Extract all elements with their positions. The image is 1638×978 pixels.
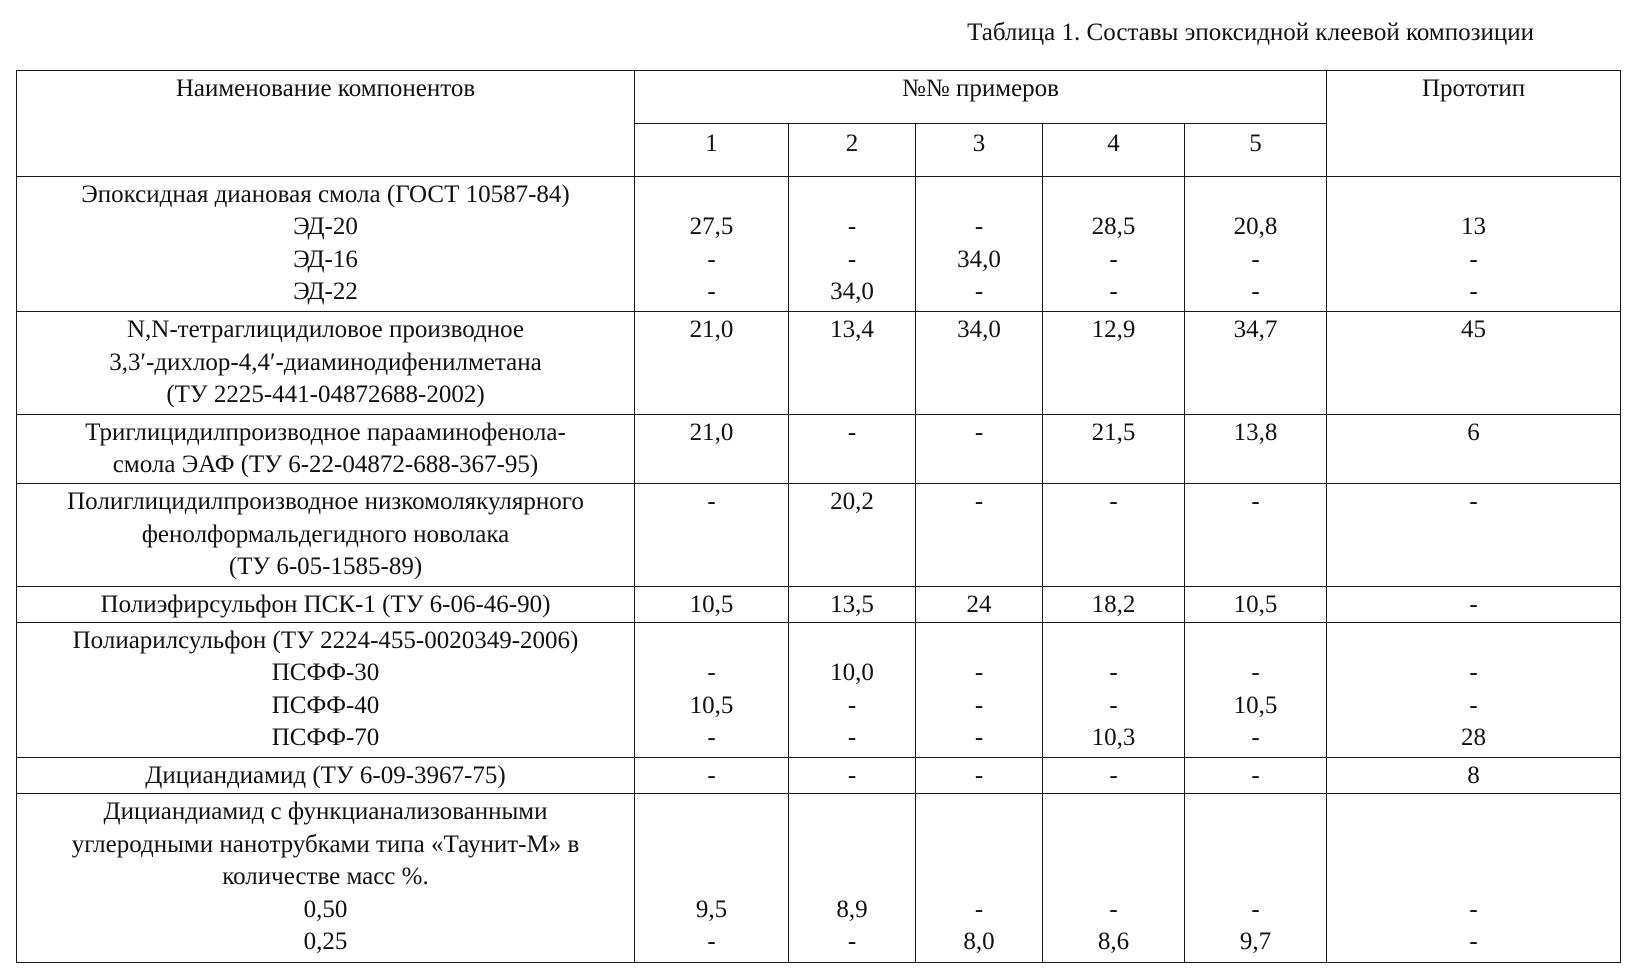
value-line: - (1109, 691, 1118, 719)
component-name-line: ЭД-20 (293, 213, 358, 241)
example-2-value-cell (789, 622, 916, 758)
example-1-value-cell (635, 622, 789, 758)
component-name-line: N,N-тетраглицидиловое производное (126, 316, 525, 344)
value-line (1185, 625, 1326, 658)
value-line: - (1109, 245, 1118, 273)
component-name-line: ЭД-22 (293, 278, 358, 306)
example-2-value-cell (789, 758, 916, 794)
component-name-line: Триглицидилпроизводное парааминофенола- (85, 418, 566, 446)
value-line: 20,8 (1233, 213, 1278, 241)
component-name-line: 0,50 (303, 895, 348, 923)
value-line: 10,5 (1233, 590, 1278, 618)
example-3-value-cell (916, 312, 1043, 414)
value-line: 20,2 (830, 488, 874, 516)
value-line: - (974, 418, 984, 446)
value-line: - (974, 895, 984, 923)
component-name-line: Дициандиамид (ТУ 6-09-3967-75) (145, 762, 506, 790)
value-line: 21,0 (689, 418, 734, 446)
value-line (635, 861, 788, 894)
value-line (1185, 861, 1326, 894)
component-name-cell (17, 586, 635, 622)
example-3-value-cell (916, 794, 1043, 963)
value-line: - (1109, 278, 1118, 306)
header-examples: №№ примеров (635, 71, 1327, 124)
value-line: 10,0 (830, 659, 874, 687)
example-5-value-cell (1185, 622, 1327, 758)
value-line: 45 (1461, 316, 1487, 344)
value-line: 13,5 (830, 590, 874, 618)
component-name-cell (17, 794, 635, 963)
value-line: 10,5 (689, 590, 734, 618)
value-line (635, 179, 788, 212)
value-line: - (1109, 659, 1118, 687)
example-number-4: 4 (1043, 123, 1185, 176)
value-line: - (1469, 691, 1478, 719)
value-line (1185, 179, 1326, 212)
value-line (1327, 861, 1620, 894)
value-line (1327, 625, 1620, 658)
value-line: - (847, 762, 857, 790)
component-name-line: Эпоксидная диановая смола (ГОСТ 10587-84) (81, 180, 570, 208)
value-line: 13 (1461, 213, 1487, 241)
example-2-value-cell (789, 484, 916, 586)
value-line: - (1251, 724, 1260, 752)
value-line (789, 179, 915, 212)
component-name-line: (ТУ 2225-441-04872688-2002) (166, 381, 485, 409)
value-line: 12,9 (1091, 316, 1136, 344)
table-row (17, 586, 1621, 622)
component-name-line: количестве масс %. (222, 863, 429, 891)
table-row (17, 484, 1621, 586)
value-line (1327, 829, 1620, 862)
value-line: - (1251, 659, 1260, 687)
value-line: 18,2 (1091, 590, 1136, 618)
example-5-value-cell (1185, 758, 1327, 794)
value-line: - (847, 213, 857, 241)
component-name-line: Полиарилсульфон (ТУ 2224-455-0020349-2006) (72, 626, 579, 654)
component-name-line: 0,25 (303, 928, 348, 956)
example-number-5: 5 (1185, 123, 1327, 176)
component-name-line: смола ЭАФ (ТУ 6-22-04872-688-367-95) (112, 451, 539, 479)
value-line: - (847, 724, 857, 752)
value-line: 13,4 (830, 316, 874, 344)
value-line: - (1109, 895, 1118, 923)
example-number-1: 1 (635, 123, 789, 176)
example-3-value-cell (916, 622, 1043, 758)
example-2-value-cell (789, 312, 916, 414)
prototype-value-cell (1327, 622, 1621, 758)
example-3-value-cell (916, 484, 1043, 586)
component-name-cell (17, 758, 635, 794)
value-line (1043, 796, 1184, 829)
table-row (17, 176, 1621, 312)
value-line (916, 829, 1042, 862)
example-1-value-cell (635, 484, 789, 586)
value-line: 21,5 (1091, 418, 1136, 446)
example-4-value-cell (1043, 758, 1185, 794)
value-line: - (1469, 659, 1478, 687)
example-3-value-cell (916, 414, 1043, 483)
example-4-value-cell (1043, 586, 1185, 622)
component-name-line: ПСФФ-40 (271, 691, 380, 719)
value-line: - (1251, 895, 1260, 923)
value-line (916, 179, 1042, 212)
value-line: 28 (1461, 724, 1487, 752)
value-line: 34,0 (830, 278, 874, 306)
value-line: - (847, 245, 857, 273)
value-line: 24 (966, 590, 992, 618)
example-5-value-cell (1185, 484, 1327, 586)
example-3-value-cell (916, 176, 1043, 312)
value-line (1043, 625, 1184, 658)
example-number-3: 3 (916, 123, 1043, 176)
value-line (635, 829, 788, 862)
example-1-value-cell (635, 758, 789, 794)
table-row (17, 758, 1621, 794)
value-line: - (974, 691, 984, 719)
table-row (17, 414, 1621, 483)
example-1-value-cell (635, 794, 789, 963)
value-line: 34,0 (957, 316, 1001, 344)
component-name-line: ПСФФ-30 (271, 659, 380, 687)
value-line (789, 861, 915, 894)
value-line: - (1251, 488, 1260, 516)
example-5-value-cell (1185, 794, 1327, 963)
value-line (1185, 829, 1326, 862)
value-line: 10,5 (1233, 691, 1278, 719)
example-3-value-cell (916, 586, 1043, 622)
example-4-value-cell (1043, 176, 1185, 312)
example-1-value-cell (635, 312, 789, 414)
value-line: - (707, 245, 716, 273)
value-line (916, 625, 1042, 658)
value-line (635, 625, 788, 658)
value-line: - (1469, 278, 1478, 306)
value-line: - (974, 762, 984, 790)
example-1-value-cell (635, 414, 789, 483)
value-line: - (1469, 590, 1478, 618)
value-line: - (1469, 895, 1478, 923)
example-2-value-cell (789, 586, 916, 622)
component-name-line: 3,3′-дихлор-4,4′-диаминодифенилметана (109, 348, 542, 376)
value-line: - (974, 724, 984, 752)
value-line: 28,5 (1091, 213, 1136, 241)
example-2-value-cell (789, 794, 916, 963)
value-line: - (707, 724, 716, 752)
example-2-value-cell (789, 414, 916, 483)
prototype-value-cell (1327, 312, 1621, 414)
value-line: 9,5 (695, 895, 728, 923)
value-line: - (847, 928, 857, 956)
component-name-cell (17, 622, 635, 758)
value-line: - (707, 278, 716, 306)
value-line (635, 796, 788, 829)
composition-table (16, 70, 1621, 963)
value-line (1043, 829, 1184, 862)
value-line: 10,5 (689, 691, 734, 719)
value-line: - (1469, 488, 1478, 516)
component-name-line: Полиглицидилпроизводное низкомолякулярного (67, 488, 584, 516)
value-line (916, 796, 1042, 829)
component-name-line: фенолформальдегидного новолака (141, 520, 510, 548)
value-line (1043, 861, 1184, 894)
component-name-line: Полиэфирсульфон ПСК-1 (ТУ 6-06-46-90) (100, 590, 551, 618)
prototype-value-cell (1327, 758, 1621, 794)
table-caption: Таблица 1. Составы эпоксидной клеевой композиции (967, 19, 1534, 46)
component-name-cell (17, 484, 635, 586)
value-line: - (847, 691, 857, 719)
example-4-value-cell (1043, 414, 1185, 483)
table-row (17, 794, 1621, 963)
value-line: - (1251, 278, 1260, 306)
value-line: 8,0 (963, 928, 995, 956)
header-row (17, 71, 1621, 124)
prototype-value-cell (1327, 414, 1621, 483)
value-line: 10,3 (1091, 724, 1136, 752)
value-line: - (1469, 245, 1478, 273)
value-line: - (707, 659, 716, 687)
component-name-line: Дициандиамид с функцианализованными (103, 798, 548, 826)
value-line: - (1251, 762, 1260, 790)
value-line (1327, 796, 1620, 829)
example-5-value-cell (1185, 414, 1327, 483)
value-line (1043, 179, 1184, 212)
header-prototype: Прототип (1327, 71, 1621, 177)
value-line: 6 (1467, 418, 1480, 446)
value-line: - (974, 278, 984, 306)
value-line: - (974, 659, 984, 687)
table-row (17, 622, 1621, 758)
value-line (916, 861, 1042, 894)
value-line (789, 796, 915, 829)
example-1-value-cell (635, 176, 789, 312)
value-line: - (1109, 488, 1118, 516)
prototype-value-cell (1327, 484, 1621, 586)
value-line (789, 829, 915, 862)
component-name-line: (ТУ 6-05-1585-89) (228, 553, 423, 581)
component-name-line: ПСФФ-70 (271, 724, 380, 752)
prototype-value-cell (1327, 586, 1621, 622)
example-5-value-cell (1185, 312, 1327, 414)
value-line: - (1109, 762, 1118, 790)
value-line: - (707, 928, 716, 956)
component-name-cell (17, 414, 635, 483)
value-line: 9,7 (1239, 928, 1272, 956)
value-line: 34,7 (1233, 316, 1278, 344)
prototype-value-cell (1327, 794, 1621, 963)
value-line: - (707, 762, 716, 790)
example-3-value-cell (916, 758, 1043, 794)
component-name-cell (17, 176, 635, 312)
header-components: Наименование компонентов (17, 71, 635, 177)
value-line: - (707, 488, 716, 516)
example-number-2: 2 (789, 123, 916, 176)
component-name-cell (17, 312, 635, 414)
value-line (789, 625, 915, 658)
value-line: - (847, 418, 857, 446)
example-5-value-cell (1185, 586, 1327, 622)
component-name-line: углеродными нанотрубками типа «Таунит-М» в (71, 830, 580, 858)
value-line: - (974, 488, 984, 516)
value-line: 8,9 (836, 895, 868, 923)
table-row (17, 312, 1621, 414)
value-line: - (1251, 245, 1260, 273)
example-1-value-cell (635, 586, 789, 622)
value-line: - (1469, 928, 1478, 956)
prototype-value-cell (1327, 176, 1621, 312)
value-line: 8,6 (1097, 928, 1130, 956)
example-4-value-cell (1043, 622, 1185, 758)
value-line (1185, 796, 1326, 829)
value-line: - (974, 213, 984, 241)
value-line: 13,8 (1233, 418, 1278, 446)
value-line: 8 (1467, 762, 1480, 790)
example-4-value-cell (1043, 794, 1185, 963)
example-4-value-cell (1043, 484, 1185, 586)
example-2-value-cell (789, 176, 916, 312)
value-line: 21,0 (689, 316, 734, 344)
value-line: 34,0 (957, 245, 1001, 273)
example-4-value-cell (1043, 312, 1185, 414)
value-line (1327, 179, 1620, 212)
component-name-line: ЭД-16 (293, 245, 358, 273)
value-line: 27,5 (689, 213, 734, 241)
example-5-value-cell (1185, 176, 1327, 312)
